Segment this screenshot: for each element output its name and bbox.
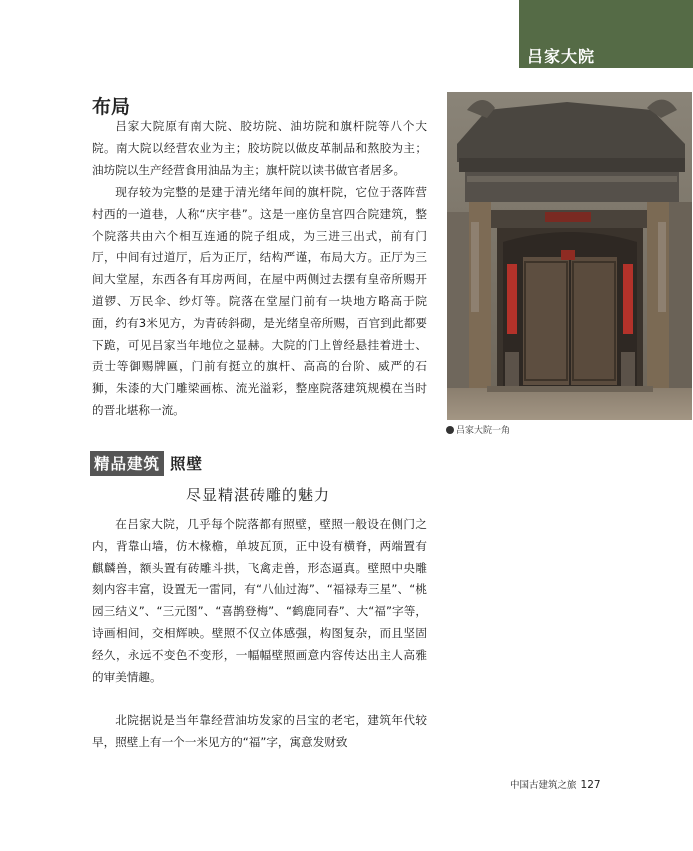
caption-bullet-icon (446, 426, 454, 434)
layout-paragraph-1: 吕家大院原有南大院、胶坊院、油坊院和旗杆院等八个大院。南大院以经营农业为主；胶坊院以做皮革制品和熬胶为主；油坊院以生产经营食用油品为主；旗杆院以读书做官者居多。 (92, 119, 427, 177)
section-heading-layout: 布局 (92, 96, 131, 118)
courtyard-gate-photo (447, 92, 692, 420)
photo-caption: 吕家大院一角 (446, 423, 510, 436)
chapter-title: 吕家大院 (527, 47, 596, 66)
subsection-title: 照壁 (170, 455, 204, 473)
screen-wall-paragraph-1: 在吕家大院，几乎每个院落都有照壁，壁照一般设在侧门之内，背靠山墙，仿木椽檐，单坡瓦顶，正中设有横脊，两端置有麒麟兽，额头置有砖雕斗拱，飞禽走兽，形态逼真。壁照中央雕刻内容丰富，设置无一雷同，有“八仙过海”、“福禄寿三星”、“桃园三结义”、“三元图”、“喜鹊登梅”、“鹤鹿同春”、大“福”字等，诗画相间，交相辉映。壁照不仅立体感强，构图复杂，而且坚固经久，永远不变色不变形，一幅幅壁照画意内容传达出主人高雅的审美情趣。 (92, 517, 427, 684)
chapter-tab (519, 0, 693, 68)
layout-paragraph-2: 现存较为完整的是建于清光绪年间的旗杆院，它位于落阵营村西的一道巷，人称“庆宇巷”。这是一座仿皇宫四合院建筑，整个院落共由六个相互连通的院子组成，为三进三出式，前有门厅，中间有过道厅，后为正厅，结构严谨，布局大方。正厅为三间大堂屋，东西各有耳房两间，在屋中两侧过去摆有皇帝所赐开道锣、万民伞、纱灯等。院落在堂屋门前有一块地方略高于院面，约有3米见方，为青砖斜砌，是光绪皇帝所赐，百官到此都要下跪，可见吕家当年地位之显赫。大院的门上曾经悬挂着进士、贡士等御赐牌匾，门前有挺立的旗杆、高高的台阶、威严的石狮，朱漆的大门雕梁画栋、流光溢彩，整座院落建筑规模在当时的晋北堪称一流。 (92, 185, 427, 417)
book-title: 中国古建筑之旅 (510, 780, 577, 791)
category-tag: 精品建筑 (90, 451, 164, 476)
screen-wall-paragraph-2: 北院据说是当年靠经营油坊发家的吕宝的老宅，建筑年代较早，照壁上有一个一米见方的“福”字，寓意发财致 (92, 713, 427, 749)
subsection-heading (90, 451, 203, 475)
page-footer (510, 777, 601, 791)
page-number: 127 (580, 779, 601, 791)
subsection-subtitle: 尽显精湛砖雕的魅力 (186, 486, 331, 504)
